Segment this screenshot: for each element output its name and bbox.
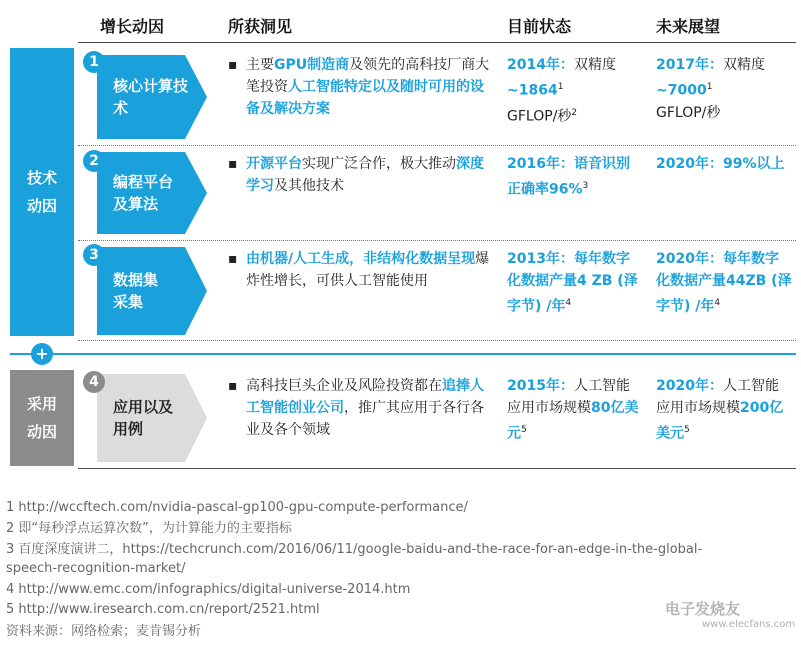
insight-1: ▪ 主要GPU制造商及领先的高科技厂商大笔投资人工智能特定以及随时可用的设备及解决方案 [228, 54, 490, 120]
footnote-2: 2 即“每秒浮点运算次数”，为计算能力的主要指标 [6, 521, 292, 536]
group-tech-label-2: 动因 [26, 197, 57, 215]
row-number-4: 4 [83, 371, 105, 393]
footnote-3-cont: speech-recognition-market/ [6, 561, 186, 576]
current-1: 2014年：双精度 ~1864$^1$ GFLOP/秒$^2$ [507, 57, 616, 125]
driver-chevron-2 [97, 152, 207, 234]
row-number-1: 1 [83, 51, 105, 73]
source-note: 资料来源：网络检索；麦肯锡分析 [6, 624, 202, 639]
bullet-icon: ▪ [228, 378, 238, 394]
current-2: 2016年：语音识别正确率96%$^3$ [507, 156, 630, 198]
future-2: 2020年：99%以上 [656, 156, 785, 172]
driver-chevron-1 [97, 55, 207, 139]
header-current: 目前状态 [507, 17, 572, 36]
group-tech [10, 48, 74, 336]
bullet-icon: ▪ [228, 156, 238, 172]
watermark-url: www.elecfans.com [702, 619, 796, 630]
header-future: 未来展望 [656, 17, 721, 36]
bullet-icon: ▪ [228, 251, 238, 267]
current-3: 2013年：每年数字化数据产量4 ZB (泽字节) /年$^4$ [507, 251, 638, 315]
footnote-5: 5 http://www.iresearch.com.cn/report/2521.html [6, 602, 320, 617]
driver-chevron-3 [97, 247, 207, 335]
watermark-brand: 电子发烧友 [665, 600, 741, 618]
row-divider [78, 240, 796, 241]
insight-4: ▪ 高科技巨头企业及风险投资都在追捧人工智能创业公司，推广其应用于各行各业及各个领域 [228, 375, 490, 441]
future-4: 2020年：人工智能应用市场规模200亿美元$^5$ [656, 378, 784, 442]
driver-label-4: 应用以及 用例 [113, 398, 174, 438]
plus-icon: + [31, 343, 53, 365]
row-number-2: 2 [83, 150, 105, 172]
group-adopt-label-2: 动因 [26, 423, 57, 441]
driver-chevron-4 [97, 374, 207, 462]
table-bottom-line [78, 468, 796, 469]
group-adopt [10, 370, 74, 466]
bullet-icon: ▪ [228, 57, 238, 73]
insight-2: ▪ 开源平台实现广泛合作，极大推动深度学习及其他技术 [228, 153, 490, 197]
driver-label-1: 核心计算技 术 [113, 77, 189, 117]
header-insight: 所获洞见 [228, 17, 293, 36]
header-divider [78, 42, 796, 43]
footnote-4: 4 http://www.emc.com/infographics/digital-universe-2014.htm [6, 582, 411, 597]
header-driver: 增长动因 [100, 17, 165, 36]
current-4: 2015年：人工智能应用市场规模80亿美元$^5$ [507, 378, 639, 442]
row-number-3: 3 [83, 244, 105, 266]
future-3: 2020年：每年数字化数据产量44ZB (泽字节) /年$^4$ [656, 251, 792, 315]
driver-label-3: 数据集 采集 [113, 271, 159, 311]
group-adopt-label-1: 采用 [26, 395, 57, 413]
future-1: 2017年：双精度 ~7000$^1$ GFLOP/秒 [656, 57, 765, 121]
driver-label-2: 编程平台 及算法 [113, 173, 174, 213]
footnote-3: 3 百度深度演讲二，https://techcrunch.com/2016/06/11/google-baidu-and-the-race-for-an-edge-in-the-global- [6, 542, 703, 557]
footnote-1: 1 http://wccftech.com/nvidia-pascal-gp100-gpu-compute-performance/ [6, 500, 468, 515]
group-separator [10, 353, 796, 355]
group-tech-label-1: 技术 [26, 169, 57, 187]
row-divider [78, 340, 796, 341]
insight-3: ▪ 由机器/人工生成，非结构化数据呈现爆炸性增长，可供人工智能使用 [228, 248, 490, 292]
row-divider [78, 145, 796, 146]
